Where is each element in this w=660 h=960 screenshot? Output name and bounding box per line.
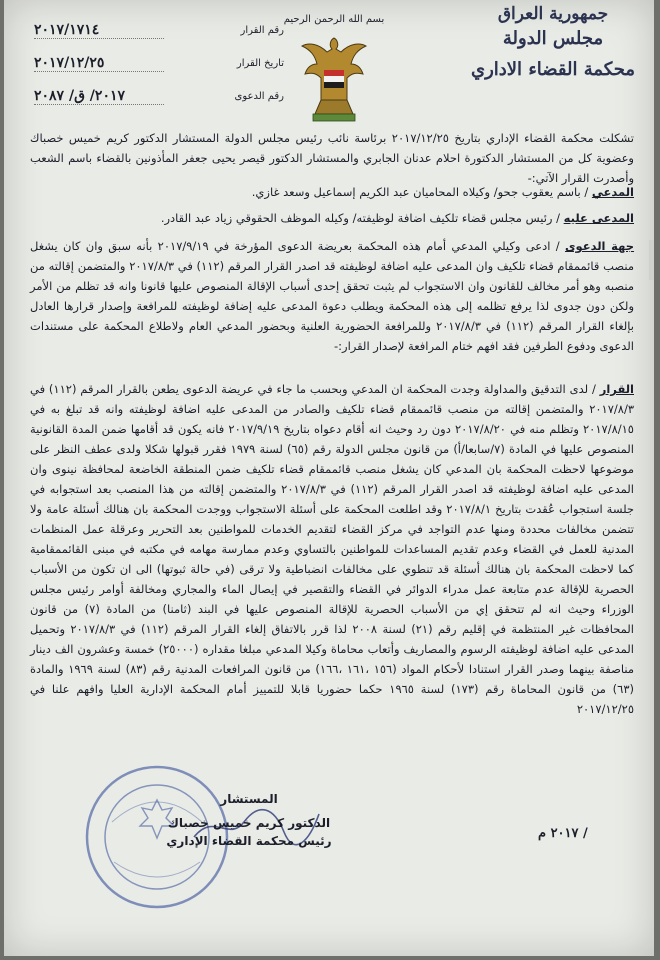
defendant-label: المدعى عليه xyxy=(563,211,634,225)
decision-date-label: تاريخ القرار xyxy=(236,57,284,69)
case-meta xyxy=(34,18,284,117)
claimant-paragraph xyxy=(30,182,634,202)
defendant-paragraph xyxy=(30,208,634,228)
document-page xyxy=(4,0,654,956)
signatory-role: رئيس محكمة القضاء الإداري xyxy=(166,834,332,848)
decision-number-label: رقم القرار xyxy=(240,24,284,36)
case-number-label: رقم الدعوى xyxy=(234,90,284,102)
defendant-text: / رئيس مجلس قضاء تلكيف اضافة لوظيفته/ وكيله الموظف الحقوقي زياد عبد القادر. xyxy=(160,211,561,225)
case-text: / ادعى وكيلي المدعي أمام هذه المحكمة بعريضة الدعوى المؤرخة في ٢٠١٧/٩/١٩ بأنه سبق وان كان يشغل منصب قائممقام قضاء تلكيف وان المدعى عليه اضافة لوظيفته قد اصدر القرار المرقم (١١٢) في ٢٠١٧/٨/٣ والمتضمن إقالته من منصبه وهو أمر مخالف للقانون وان الاستجواب لم يثبت تحقق إحدى أسباب الإقالة المنصوص عليها قانونا وانه قد تظلم من الأمر ولكن دون جدوى لذا يرفع تظلمه إلى هذه المحكمة ويطلب دعوة المدعى عليه إضافة لوظيفته للمرافعة وإصدار قرارها العادل بإلغاء القرار المرقم (١١٢) في ٢٠١٧/٨/٣ وللمرافعة الحضورية العلنية وبحضور المدعي العام ولاطلاع المحكمة على مستندات الدعوى ودفوع الطرفين فقد افهم ختام المرافعة لإصدار القرار:- xyxy=(30,239,634,353)
decision-date-row xyxy=(34,51,284,75)
eagle-emblem-icon xyxy=(299,30,369,126)
case-number: ٢٠١٧/ ق/ ٢٠٨٧ xyxy=(34,88,164,105)
decision-text: / لدى التدقيق والمداولة وجدت المحكمة ان المدعي وبحسب ما جاء في عريضة الدعوى يطعن بالقرار المرقم (١١٢) في ٢٠١٧/٨/٣ والمتضمن إقالته من منصب قائممقام قضاء تلكيف والصادر من المدعى عليه اضافة لوظيفته وانه قد تبلغ به في ٢٠١٧/٨/١٥ وتظلم منه في ٢٠١٧/٨/٢٠ دون رد وحيث انه أقام دعواه بتاريخ ٢٠١٧/٩/١٩ فانه يكون قد أقامها ضمن المدة القانونية المنصوص عليها في المادة (٧/سابعا/أ) من قانون مجلس الدولة رقم (٦٥) لسنة ١٩٧٩ فقرر قبولها شكلا ولدى عطف النظر على موضوعها لاحظت المحكمة بان المدعي كان يشغل منصب قائممقام قضاء تلكيف ضمن المنطقة الخاضعة لمحافظة نينوى وان المدعى عليه اضافة لوظيفته قد اصدر القرار المرقم (١١٢) في ٢٠١٧/٨/٣ والمتضمن إقالته من هذا المنصب بعد استجوابه في جلسة استجواب عُقدت بتاريخ ٢٠١٧/٨/١ وقد اطلعت المحكمة على أسئلة الاستجواب ووجدت المحكمة بان هنالك أسئلة عامة ولا تتضمن مخالفات محددة ومنها عدم التواجد في مركز القضاء لتقديم الخدمات للمواطنين بعد التحرير وعرقلة عمل المنظمات المدنية للعمل في القضاء وعدم تقديم المساعدات للمواطنين بالتساوي وعدم ممارسة مهامه في مكتبه في مبنى القائممقامية كما لاحظت المحكمة بان هنالك أسئلة قد تنطوي على مخالفات انضباطية ولا ترقى (في حالة ثبوتها) الى ان تكون من الأسباب الحصرية للإقالة عدم متابعة عمل مدراء الدوائر في القضاء والتقصير في إيصال الماء والمجاري ومخالفة أوامر رئيس مجلس الوزراء وحيث انه لم تتحقق إي من الأسباب الحصرية للإقالة المنصوص عليها في البند (ثامنا) من المادة (٧) من قانون المحافظات غير المنتظمة في إقليم رقم (٢١) لسنة ٢٠٠٨ لذا قرر بالاتفاق إلغاء القرار المرقم (١١٢) في ٢٠١٧/٨/٣ وتحميل المدعى عليه اضافة لوظيفته الرسوم والمصاريف وأتعاب محاماة وكيلا المدعي مبلغا مقداره (٢٥٠٠٠) خمسة وعشرون الف دينار مناصفة بينهما وصدر القرار استنادا لأحكام المواد (١٥٦ ،١٦١ ،١٦٦) من قانون المرافعات المدنية رقم (٨٣) لسنة ١٩٦٩ والمادة (٦٣) من قانون المحاماة رقم (١٧٣) لسنة ١٩٦٥ حكما حضوريا قابلا للتمييز أمام المحكمة الإدارية العليا وافهم علنا في ٢٠١٧/١٢/٢٥ xyxy=(30,382,635,716)
intro-paragraph: تشكلت محكمة القضاء الإداري بتاريخ ٢٠١٧/١٢/٢٥ برئاسة نائب رئيس مجلس الدولة المستشار الدكتور كريم خميس خصباك وعضوية كل من المستشار الدكتورة احلام عدنان الجابري والمستشار الدكتور قيصر يحيى جعفر المأذونين بالقضاء باسم الشعب وأصدرت القرار الآتي:- xyxy=(30,131,634,185)
page-edge-fold xyxy=(649,240,654,280)
signatory-title: المستشار xyxy=(220,792,278,806)
signature-block xyxy=(154,792,344,848)
claimant-text: / باسم يعقوب جحو/ وكيلاه المحاميان عبد الكريم إسماعيل وسعد غازي. xyxy=(251,185,589,199)
signatory-name: الدكتور كريم خميس خصباك xyxy=(167,816,331,830)
decision-label: القرار xyxy=(599,382,634,396)
court-name: محكمة القضاء الاداري xyxy=(470,59,635,80)
case-label: جهة الدعوى xyxy=(564,239,635,253)
basmala: بسم الله الرحمن الرحيم xyxy=(283,14,385,25)
council-name: مجلس الدولة xyxy=(502,28,604,49)
decision-number-row xyxy=(34,18,284,42)
signature-date: / ٢٠١٧ م xyxy=(538,826,588,841)
republic-name: جمهورية العراق xyxy=(497,4,609,24)
issuer-block xyxy=(468,4,638,80)
case-number-row xyxy=(34,84,284,108)
decision-date: ٢٠١٧/١٢/٢٥ xyxy=(34,55,164,72)
decision-number: ٢٠١٧/١٧١٤ xyxy=(34,22,164,39)
decision-paragraph xyxy=(30,379,634,719)
case-paragraph xyxy=(30,236,634,356)
claimant-label: المدعي xyxy=(591,185,634,199)
